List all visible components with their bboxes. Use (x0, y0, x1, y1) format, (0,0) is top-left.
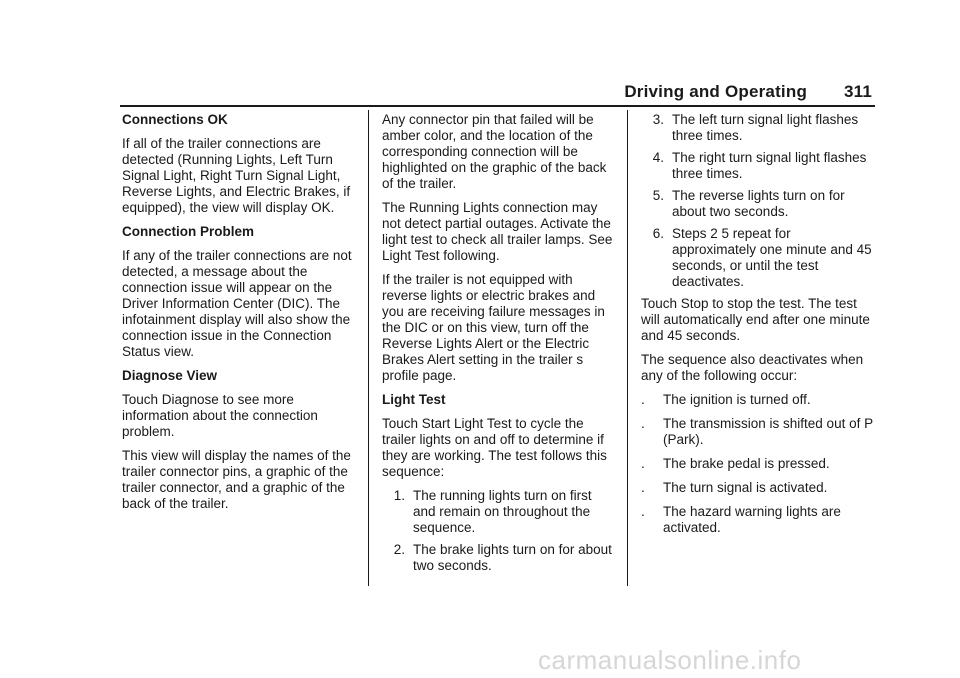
paragraph: This view will display the names of the trailer connector pins, a graphic of the trailer connector, and a graphic of the back of the trailer. (122, 448, 351, 511)
list-item (382, 488, 614, 536)
heading-diagnose-view: Diagnose View (122, 368, 218, 383)
step-number: 1. (393, 488, 405, 503)
heading-connections-ok: Connections OK (122, 112, 228, 127)
heading-light-test: Light Test (382, 392, 446, 407)
bullet-icon: . (641, 416, 645, 431)
bullet-icon: . (641, 456, 645, 471)
paragraph: If all of the trailer connections are detected (Running Lights, Left Turn Signal Light, Right Turn Signal Light, Reverse Lights, and Electric Brakes, if equipped), the view will display OK. (122, 136, 351, 215)
column-1 (122, 112, 358, 520)
paragraph: Touch Diagnose to see more information about the connection problem. (122, 392, 318, 439)
list-item (641, 504, 877, 536)
bullet-text: The ignition is turned off. (663, 392, 811, 407)
column-divider (368, 110, 369, 586)
paragraph: The Running Lights connection may not detect partial outages. Activate the light test to check all trailer lamps. See Light Test following. (382, 200, 613, 263)
step-text: The running lights turn on first and remain on throughout the sequence. (413, 488, 592, 535)
step-number: 4. (652, 150, 664, 165)
bullet-icon: . (641, 392, 645, 407)
step-text: The right turn signal light flashes three times. (672, 150, 867, 181)
page-header (624, 82, 872, 102)
paragraph: If any of the trailer connections are not detected, a message about the connection issue will appear on the Driver Information Center (DIC). The infotainment display will also show the connection issue in the Connection Status view. (122, 248, 352, 359)
list-item (641, 188, 877, 220)
step-number: 6. (652, 226, 664, 241)
list-item (641, 480, 877, 496)
page-number: 311 (843, 82, 872, 101)
bullet-icon: . (641, 504, 645, 519)
bullet-text: The brake pedal is pressed. (663, 456, 830, 471)
column-3 (641, 112, 877, 544)
list-item (641, 392, 877, 408)
step-number: 2. (393, 542, 405, 557)
paragraph: Touch Start Light Test to cycle the trailer lights on and off to determine if they are working. The test follows this sequence: (382, 416, 607, 479)
column-divider (627, 110, 628, 586)
step-number: 5. (652, 188, 664, 203)
list-item (641, 150, 877, 182)
step-text: The reverse lights turn on for about two seconds. (672, 188, 845, 219)
step-text: The left turn signal light flashes three times. (672, 112, 859, 143)
paragraph: Touch Stop to stop the test. The test will automatically end after one minute and 45 seconds. (641, 296, 870, 343)
header-rule (120, 105, 875, 107)
paragraph: Any connector pin that failed will be amber color, and the location of the corresponding connection will be highlighted on the graphic of the back of the trailer. (382, 112, 607, 191)
list-item (641, 456, 877, 472)
list-item (641, 416, 877, 448)
column-2 (382, 112, 614, 580)
list-item (641, 226, 877, 290)
list-item (641, 112, 877, 144)
bullet-icon: . (641, 480, 645, 495)
watermark: carmanualsonline.info (538, 645, 802, 675)
paragraph: If the trailer is not equipped with reverse lights or electric brakes and you are receiving failure messages in the DIC or on this view, turn off the Reverse Lights Alert or the Electric Brakes Alert setting in the trailer s profile page. (382, 272, 605, 383)
step-text: Steps 2 5 repeat for approximately one minute and 45 seconds, or until the test deactivates. (672, 226, 872, 289)
bullet-text: The transmission is shifted out of P (Park). (663, 416, 873, 447)
list-item (382, 542, 614, 574)
heading-connection-problem: Connection Problem (122, 224, 255, 239)
step-text: The brake lights turn on for about two seconds. (413, 542, 612, 573)
step-number: 3. (652, 112, 664, 127)
paragraph: The sequence also deactivates when any of the following occur: (641, 352, 864, 383)
bullet-text: The turn signal is activated. (663, 480, 828, 495)
bullet-text: The hazard warning lights are activated. (663, 504, 841, 535)
section-title: Driving and Operating (624, 82, 808, 101)
